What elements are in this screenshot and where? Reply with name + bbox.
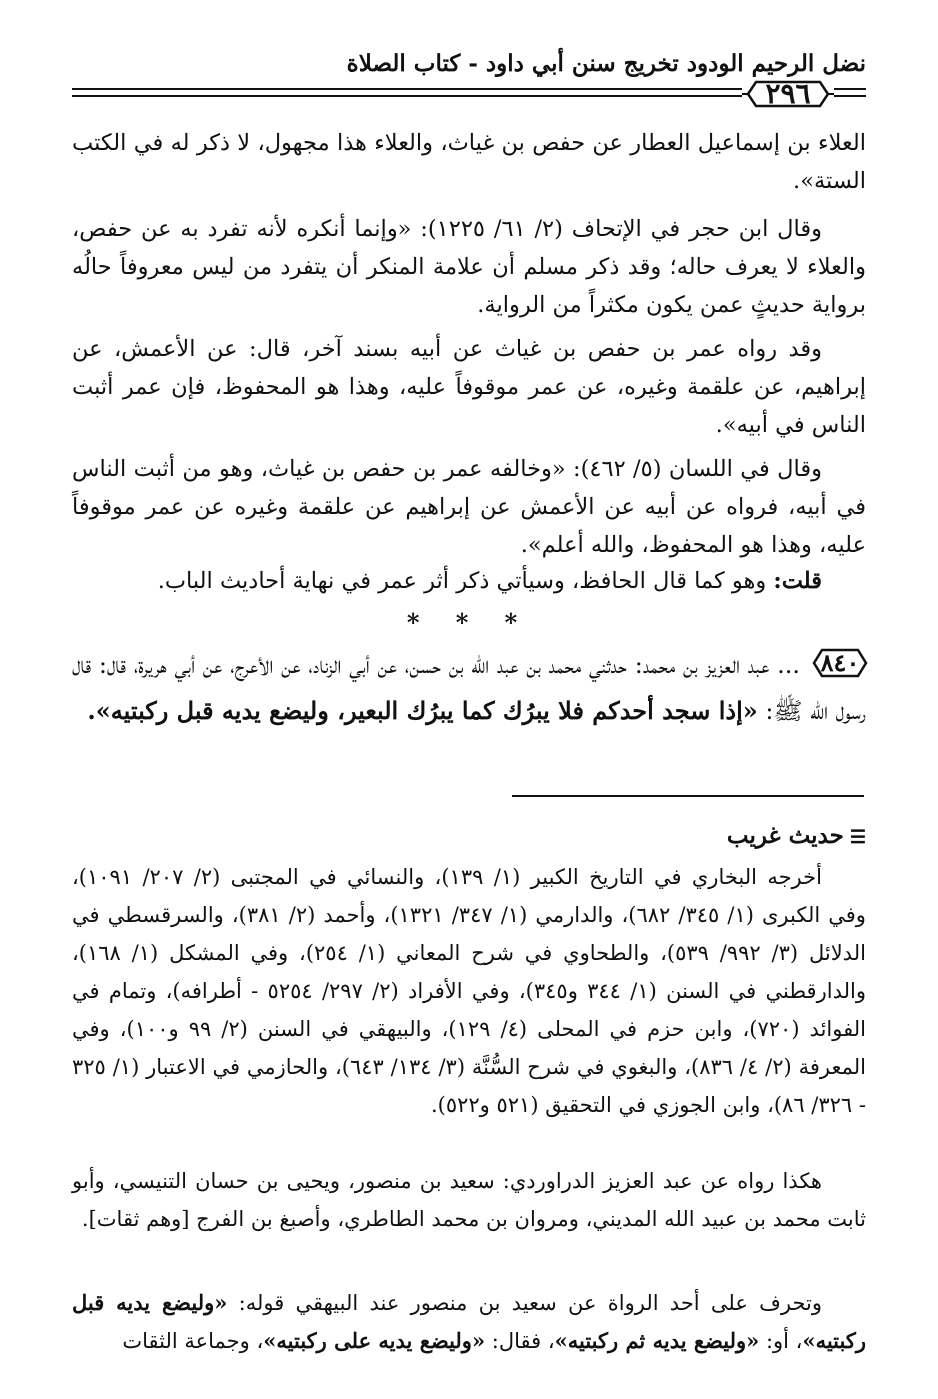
hadith-matn: «إذا سجد أحدكم فلا يبرُك كما يبرُك البعير، وليضع يديه قبل ركبتيه». xyxy=(87,696,758,725)
fn3-quote-3: «وليضع يديه على ركبتيه» xyxy=(263,1328,486,1353)
qult-label: قلت: xyxy=(773,568,822,594)
grade-marker-icon: ☰ xyxy=(849,827,866,848)
grade-heading xyxy=(72,822,866,849)
qult-text: وهو كما قال الحافظ، وسيأتي ذكر أثر عمر في نهاية أحاديث الباب. xyxy=(157,568,774,594)
main-paragraph-3: وقد رواه عمر بن حفص بن غياث عن أبيه بسند آخر، قال: عن الأعمش، عن إبراهيم، عن علقمة وغيره، عن عمر موقوفاً عليه، وهذا هو المحفوظ، فإن عمر أثبت الناس في أبيه». xyxy=(72,336,866,438)
main-paragraph-4: وقال في اللسان (٥/ ٤٦٢): «وخالفه عمر بن حفص بن غياث، وهو من أثبت الناس في أبيه، فرواه عن أبيه عن الأعمش عن إبراهيم عن علقمة وغيره عن عمر موقوفاً عليه، وهذا هو المحفوظ، والله أعلم». xyxy=(72,456,866,558)
main-paragraph-2: وقال ابن حجر في الإتحاف (٢/ ٦١/ ١٢٢٥): «وإنما أنكره لأنه تفرد به عن حفص، والعلاء لا يعرف حاله؛ وقد ذكر مسلم أن علامة المنكر أن يتفرد من ليس معروفاً حالُه برواية حديثٍ عمن يكون مكثراً من الرواية. xyxy=(72,216,866,318)
section-separator: * * * xyxy=(406,608,532,637)
fn3-quote-2: «وليضع يديه ثم ركبتيه» xyxy=(554,1328,760,1353)
hadith-text xyxy=(72,642,866,734)
main-paragraph-1: العلاء بن إسماعيل العطار عن حفص بن غياث، والعلاء هذا مجهول، لا ذكر له في الكتب الستة». xyxy=(72,130,866,194)
fn3-part-2: ، أو: xyxy=(759,1329,803,1353)
footnote-paragraph-3 xyxy=(72,1284,866,1360)
header-rule-right xyxy=(834,88,866,90)
footnote-paragraph-2: هكذا رواه عن عبد العزيز الدراوردي: سعيد بن منصور، ويحيى بن حسان التنيسي، وأبو ثابت محمد بن عبيد الله المديني، ومروان بن محمد الطاطري، وأصبغ بن الفرج [وهم ثقات]. xyxy=(72,1169,866,1231)
fn3-part-3: ، فقال: xyxy=(485,1329,555,1353)
footnote-divider xyxy=(512,795,864,797)
fn3-part-1: وتحرف على أحد الرواة عن سعيد بن منصور عند البيهقي قوله: xyxy=(227,1291,823,1315)
header-rule-left xyxy=(72,88,742,90)
header-rule-right-2 xyxy=(834,95,866,97)
hadith-isnad: ... عبد العزيز بن محمد: حدثني محمد بن عبد الله بن حسن، عن أبي الزناد، عن الأعرج، عن أبي هريرة، قال: قال رسول الله ﷺ: xyxy=(72,651,866,725)
hadith-number: ٨٤٠ xyxy=(820,648,860,677)
footnote-paragraph-1: أخرجه البخاري في التاريخ الكبير (١/ ١٣٩)، والنسائي في المجتبى (٢/ ٢٠٧/ ١٠٩١)، وفي الكبرى (١/ ٣٤٥/ ٦٨٢)، والدارمي (١/ ٣٤٧/ ١٣٢١)، وأحمد (٢/ ٣٨١)، والسرقسطي في الدلائل (٣/ ٩٩٢/ ٥٣٩)، والطحاوي في شرح المعاني (١/ ٢٥٤)، وفي المشكل (١/ ١٦٨)، والدارقطني في السنن (١/ ٣٤٤ و٣٤٥)، وفي الأفراد (٢/ ٢٩٧/ ٥٢٥٤ - أطرافه)، وتمام في الفوائد (٧٢٠)، وابن حزم في المحلى (٤/ ١٢٩)، والبيهقي في السنن (٢/ ٩٩ و١٠٠)، وفي المعرفة (٢/ ٤/ ٨٣٦)، والبغوي في شرح السُّنَّة (٣/ ١٣٤/ ٦٤٣)، والحازمي في الاعتبار (١/ ٣٢٥ - ٣٢٦/ ٨٦)، وابن الجوزي في التحقيق (٥٢١ و٥٢٢). xyxy=(72,865,866,1117)
qult-paragraph xyxy=(72,562,866,600)
fn3-quote-1: «وليضع يديه قبل ركبتيه» xyxy=(72,1290,866,1353)
header-rule-left-2 xyxy=(72,95,742,97)
fn3-part-4: ، وجماعة الثقات xyxy=(122,1329,264,1353)
page-number: ٢٩٦ xyxy=(765,77,811,110)
page-number-badge xyxy=(742,76,834,112)
grade-label: حديث غريب xyxy=(726,822,844,849)
running-title: نضل الرحيم الودود تخريج سنن أبي داود - كتاب الصلاة xyxy=(346,50,866,77)
